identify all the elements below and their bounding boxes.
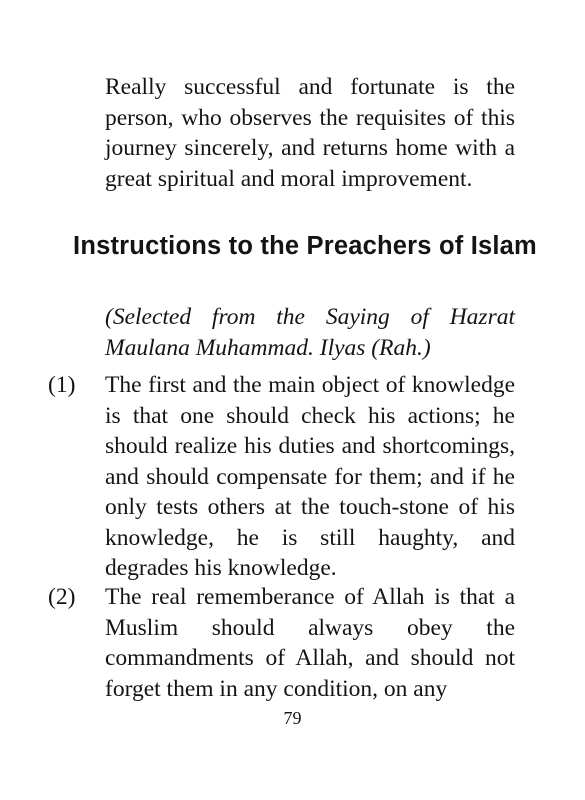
- item-number: (2): [48, 584, 76, 610]
- attribution-note: (Selected from the Saying of Hazrat Maulana Muhammad. Ilyas (Rah.): [105, 304, 515, 361]
- intro-paragraph: Really successful and fortunate is the person, who observes the requisites of this journey sincerely, and returns home with a great spiritual and moral improvement.: [105, 74, 515, 192]
- item-text: The real rememberance of Allah is that a Muslim should always obey the commandments of Allah, and should not forget them in any condition, on any: [105, 584, 515, 702]
- page-number: 79: [283, 708, 302, 728]
- item-number: (1): [48, 372, 76, 398]
- section-heading: Instructions to the Preachers of Islam: [73, 232, 537, 260]
- item-text: The first and the main object of knowledge is that one should check his actions; he should realize his duties and shortcomings, and should compensate for them; and if he only tests others at the touch-stone of his knowledge, he is still haughty, and degrades his knowledge.: [105, 372, 515, 581]
